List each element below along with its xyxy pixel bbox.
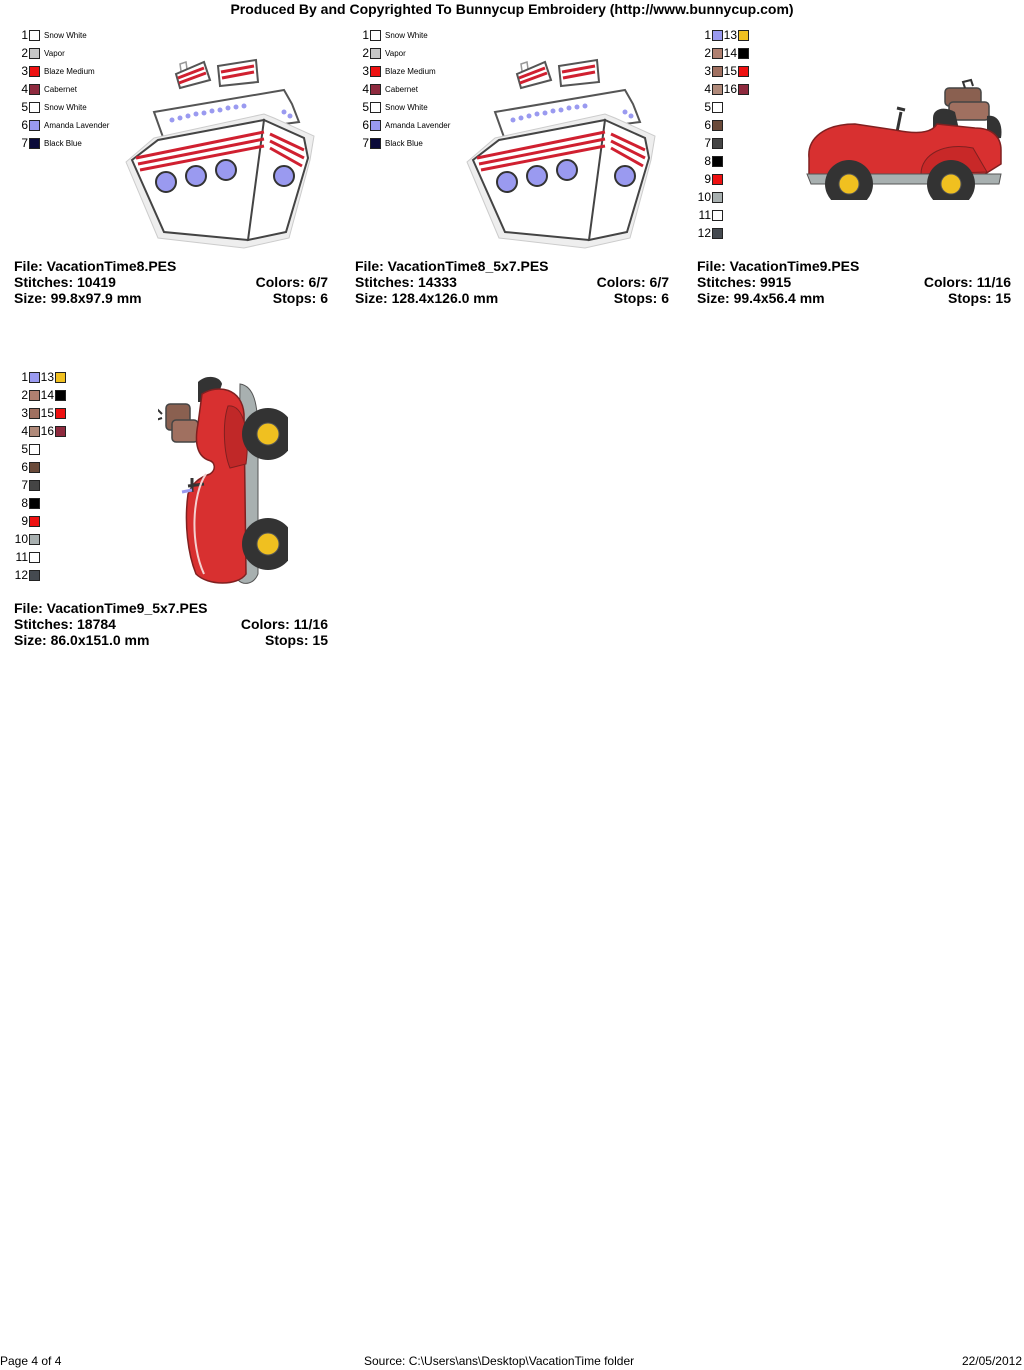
thread-number: 7 xyxy=(21,136,28,150)
thread-number: 5 xyxy=(21,100,28,114)
design-card xyxy=(697,26,1011,316)
legend-row xyxy=(14,80,77,98)
color-swatch xyxy=(29,372,40,383)
color-swatch xyxy=(712,210,723,221)
thread-number: 5 xyxy=(704,100,711,114)
stop-count: Stops: 6 xyxy=(272,290,328,306)
thread-number: 4 xyxy=(704,82,711,96)
thread-number: 12 xyxy=(697,226,711,240)
thread-number: 9 xyxy=(704,172,711,186)
design-info xyxy=(355,258,669,310)
color-swatch xyxy=(55,390,66,401)
legend-row xyxy=(697,224,723,242)
color-swatch xyxy=(712,66,723,77)
file-name: File: VacationTime8_5x7.PES xyxy=(355,258,549,274)
legend-row xyxy=(355,62,436,80)
color-swatch xyxy=(712,120,723,131)
red-car-illustration xyxy=(805,78,1005,200)
color-count: Colors: 11/16 xyxy=(240,616,328,632)
legend-row xyxy=(697,134,723,152)
thread-number: 16 xyxy=(40,424,54,438)
legend-row xyxy=(355,116,450,134)
thread-number: 3 xyxy=(362,64,369,78)
legend-row xyxy=(697,188,723,206)
legend-row xyxy=(14,422,40,440)
footer-date: 22/05/2012 xyxy=(961,1354,1022,1368)
legend-row xyxy=(14,134,82,152)
legend-row xyxy=(14,476,40,494)
design-size: Size: 128.4x126.0 mm xyxy=(355,290,499,306)
color-swatch xyxy=(738,66,749,77)
legend-row xyxy=(14,530,40,548)
file-name: File: VacationTime8.PES xyxy=(14,258,177,274)
color-swatch xyxy=(55,372,66,383)
design-card xyxy=(355,26,669,316)
design-info xyxy=(14,258,328,310)
design-size: Size: 99.8x97.9 mm xyxy=(14,290,142,306)
thread-number: 10 xyxy=(697,190,711,204)
color-swatch xyxy=(712,228,723,239)
cruise-ship-illustration xyxy=(465,42,665,252)
color-swatch xyxy=(29,84,40,95)
color-swatch xyxy=(29,444,40,455)
color-swatch xyxy=(29,102,40,113)
color-swatch xyxy=(370,30,381,41)
color-swatch xyxy=(29,66,40,77)
color-swatch xyxy=(29,570,40,581)
thread-number: 6 xyxy=(21,118,28,132)
thread-number: 4 xyxy=(362,82,369,96)
design-info xyxy=(697,258,1011,310)
color-swatch xyxy=(712,174,723,185)
legend-row xyxy=(14,26,87,44)
thread-name: Snow White xyxy=(385,102,428,112)
legend-row xyxy=(723,62,749,80)
legend-row xyxy=(723,44,749,62)
thread-number: 3 xyxy=(704,64,711,78)
color-swatch xyxy=(29,534,40,545)
thread-number: 4 xyxy=(21,424,28,438)
thread-number: 13 xyxy=(723,28,737,42)
color-swatch xyxy=(29,426,40,437)
color-swatch xyxy=(370,84,381,95)
legend-row xyxy=(723,26,749,44)
stop-count: Stops: 6 xyxy=(613,290,669,306)
design-info xyxy=(14,600,328,652)
thread-number: 7 xyxy=(21,478,28,492)
legend-row xyxy=(14,404,40,422)
color-swatch xyxy=(370,120,381,131)
color-swatch xyxy=(712,156,723,167)
color-swatch xyxy=(55,408,66,419)
stitch-count: Stitches: 10419 xyxy=(14,274,116,290)
thread-number: 2 xyxy=(21,388,28,402)
stop-count: Stops: 15 xyxy=(947,290,1011,306)
color-swatch xyxy=(712,84,723,95)
color-swatch xyxy=(370,66,381,77)
legend-row xyxy=(697,80,723,98)
thread-number: 14 xyxy=(40,388,54,402)
color-swatch xyxy=(370,102,381,113)
color-swatch xyxy=(712,192,723,203)
thread-name: Blaze Medium xyxy=(385,66,436,76)
legend-row xyxy=(697,170,723,188)
legend-row xyxy=(40,422,66,440)
thread-number: 3 xyxy=(21,64,28,78)
color-swatch xyxy=(738,84,749,95)
thread-number: 12 xyxy=(14,568,28,582)
thread-name: Cabernet xyxy=(44,84,77,94)
thread-number: 6 xyxy=(362,118,369,132)
design-card xyxy=(14,368,328,658)
thread-name: Vapor xyxy=(385,48,406,58)
legend-row xyxy=(14,440,40,458)
thread-number: 6 xyxy=(704,118,711,132)
legend-row xyxy=(14,566,40,584)
thread-number: 7 xyxy=(362,136,369,150)
thread-name: Black Blue xyxy=(44,138,82,148)
color-swatch xyxy=(29,480,40,491)
legend-row xyxy=(40,404,66,422)
page-header: Produced By and Copyrighted To Bunnycup Embroidery (http://www.bunnycup.com) xyxy=(230,1,794,17)
stop-count: Stops: 15 xyxy=(264,632,328,648)
legend-row xyxy=(14,512,40,530)
thread-name: Blaze Medium xyxy=(44,66,95,76)
legend-row xyxy=(697,26,723,44)
legend-row xyxy=(697,62,723,80)
color-swatch xyxy=(712,102,723,113)
color-count: Colors: 6/7 xyxy=(255,274,328,290)
color-swatch xyxy=(29,390,40,401)
thread-number: 2 xyxy=(704,46,711,60)
thread-number: 15 xyxy=(723,64,737,78)
thread-name: Snow White xyxy=(44,30,87,40)
color-swatch xyxy=(738,30,749,41)
thread-name: Snow White xyxy=(44,102,87,112)
legend-row xyxy=(14,368,40,386)
legend-row xyxy=(14,386,40,404)
color-swatch xyxy=(712,138,723,149)
stitch-count: Stitches: 9915 xyxy=(697,274,792,290)
color-swatch xyxy=(55,426,66,437)
thread-number: 11 xyxy=(15,550,28,564)
legend-row xyxy=(723,80,749,98)
thread-number: 10 xyxy=(14,532,28,546)
thread-name: Vapor xyxy=(44,48,65,58)
thread-number: 15 xyxy=(40,406,54,420)
color-swatch xyxy=(29,498,40,509)
design-card xyxy=(14,26,328,316)
cruise-ship-illustration xyxy=(124,42,324,252)
color-swatch xyxy=(29,48,40,59)
thread-name: Amanda Lavender xyxy=(44,120,110,130)
color-swatch xyxy=(29,462,40,473)
file-name: File: VacationTime9.PES xyxy=(697,258,860,274)
thread-name: Cabernet xyxy=(385,84,418,94)
color-count: Colors: 6/7 xyxy=(596,274,669,290)
footer-source-path: Source: C:\Users\ans\Desktop\VacationTime folder xyxy=(364,1354,635,1368)
thread-number: 2 xyxy=(21,46,28,60)
thread-number: 2 xyxy=(362,46,369,60)
color-swatch xyxy=(712,30,723,41)
color-swatch xyxy=(29,552,40,563)
thread-number: 6 xyxy=(21,460,28,474)
thread-number: 1 xyxy=(21,28,28,42)
legend-row xyxy=(14,458,40,476)
legend-row xyxy=(14,98,87,116)
thread-number: 8 xyxy=(21,496,28,510)
thread-number: 1 xyxy=(704,28,711,42)
red-car-vertical-illustration xyxy=(158,374,288,588)
legend-row xyxy=(355,44,406,62)
legend-row xyxy=(355,134,423,152)
thread-number: 8 xyxy=(704,154,711,168)
color-swatch xyxy=(712,48,723,59)
stitch-count: Stitches: 18784 xyxy=(14,616,116,632)
legend-row xyxy=(14,62,95,80)
legend-row xyxy=(697,152,723,170)
thread-number: 1 xyxy=(21,370,28,384)
thread-name: Amanda Lavender xyxy=(385,120,451,130)
legend-row xyxy=(697,44,723,62)
footer-page-number: Page 4 of 4 xyxy=(0,1354,62,1368)
color-swatch xyxy=(370,48,381,59)
thread-number: 1 xyxy=(362,28,369,42)
thread-number: 14 xyxy=(723,46,737,60)
color-swatch xyxy=(29,120,40,131)
thread-name: Black Blue xyxy=(385,138,423,148)
legend-row xyxy=(14,548,40,566)
legend-row xyxy=(697,116,723,134)
legend-row xyxy=(14,494,40,512)
legend-row xyxy=(14,116,109,134)
legend-row xyxy=(697,206,723,224)
legend-row xyxy=(40,386,66,404)
legend-row xyxy=(355,98,428,116)
stitch-count: Stitches: 14333 xyxy=(355,274,457,290)
thread-number: 11 xyxy=(698,208,711,222)
legend-row xyxy=(355,80,418,98)
color-count: Colors: 11/16 xyxy=(923,274,1011,290)
thread-number: 9 xyxy=(21,514,28,528)
color-swatch xyxy=(29,138,40,149)
file-name: File: VacationTime9_5x7.PES xyxy=(14,600,208,616)
color-swatch xyxy=(29,30,40,41)
legend-row xyxy=(14,44,65,62)
color-swatch xyxy=(738,48,749,59)
design-size: Size: 86.0x151.0 mm xyxy=(14,632,150,648)
legend-row xyxy=(355,26,428,44)
legend-row xyxy=(697,98,723,116)
design-size: Size: 99.4x56.4 mm xyxy=(697,290,825,306)
thread-number: 7 xyxy=(704,136,711,150)
thread-name: Snow White xyxy=(385,30,428,40)
color-swatch xyxy=(29,408,40,419)
thread-number: 16 xyxy=(723,82,737,96)
thread-number: 3 xyxy=(21,406,28,420)
thread-number: 5 xyxy=(362,100,369,114)
color-swatch xyxy=(29,516,40,527)
legend-row xyxy=(40,368,66,386)
color-swatch xyxy=(370,138,381,149)
thread-number: 4 xyxy=(21,82,28,96)
thread-number: 5 xyxy=(21,442,28,456)
thread-number: 13 xyxy=(40,370,54,384)
